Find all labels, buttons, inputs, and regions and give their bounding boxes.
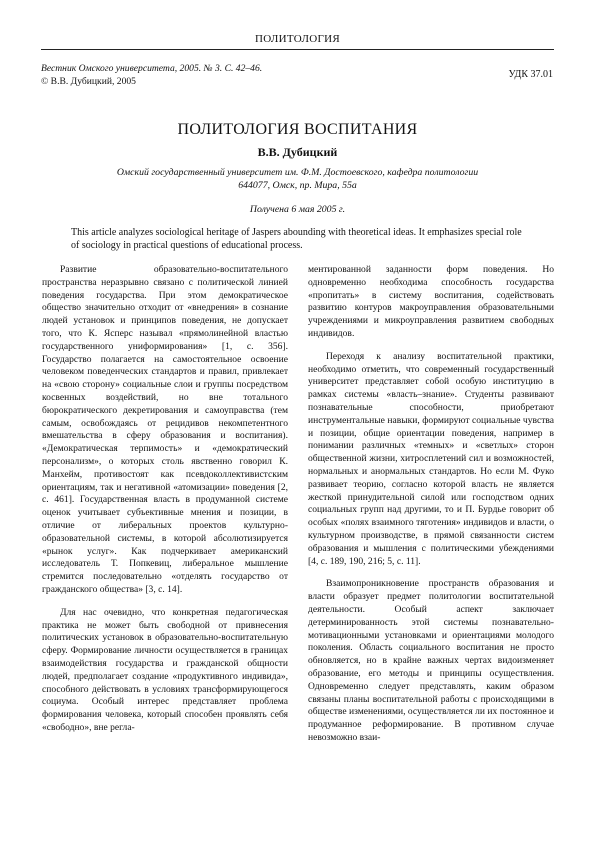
left-column (42, 264, 288, 735)
journal-citation: Вестник Омского университета, 2005. № 3. С. 42–46. (41, 63, 263, 74)
udk-code: УДК 37.01 (508, 69, 553, 80)
affiliation-line: Омский государственный университет им. Ф.М. Достоевского, кафедра политологии (116, 167, 479, 178)
author-name: В.В. Дубицкий (257, 145, 338, 159)
affiliation-address: 644077, Омск, пр. Мира, 55а (238, 180, 357, 191)
paragraph: Развитие образовательно-воспитательного пространства неразрывно связано с политической линией поведения государства. При этом демократическое общество значительно отходит от «внедрения» в сознание людей установок и принципов поведения, не допускает того, что К. Ясперс называл «прямолинейной властью государственного униформирования» [1, с. 356]. Государство полагается на самостоятельное освоение человеком поведенческих стандартов и правил, привлекает на «свою сторону» социальные слои и группы посредством косвенных воздействий, но вне тотального бюрократического декретирования и самоуправства (тем самым, освобождаясь от рецидивов некомпетентного вмешательства в сферу образования и воспитания). «Демократическая терпимость» и «демократический персонализм», о которых столь явственно говорил К. Манхейм, противостоят как псевдоколлективистским ориентациям, так и негативной «атомизации» поведения [2, с. 461]. Государственная власть в продуманной системе оценок учитывает субъективные мнения и позиции, в отличие от либеральных проектов культурно-образовательной системы, в которой абсолютизируется «рынок услуг». Как подчеркивает американский исследователь Т. Попкевиц, либеральное мышление стремится последовательно «отделять государство от гражданского общества» [3, с. 14]. (42, 264, 288, 595)
received-date: Получена 6 мая 2005 г. (249, 204, 346, 215)
header-rule (41, 49, 554, 50)
paragraph: ментированной заданности форм поведения. Но одновременно необходима способность государства «пропитать» в систему воспитания, содействовать развитию контуров макроуправления образовательными учреждениями и микроуправления развитием свободных индивидов. (308, 264, 554, 339)
paragraph: Переходя к анализу воспитательной практики, необходимо отметить, что современный государственный университет представляет собой особую институцию в рамках системы «власть–знание». Студенты развивают познавательные способности, приобретают инструментальные навыки, формируют социальные чувства и позиции, общие ориентации поведения, например в понимании различных «темных» и «светлых» сторон общественной жизни, хитросплетений сил и возможностей, нормальных и анормальных стандартов. Но если М. Фуко развивает теорию, согласно которой власть не является жесткой принудительной силой или господством одних социальных групп над другими, то и П. Бурдье говорит об особых «полях взаимного тяготения» индивидов и власти, о культурном производстве, в прямой связанности систем образования и мышления с политическими убеждениями [4, с. 189, 190, 216; 5, с. 11]. (308, 350, 554, 567)
affiliation (41, 166, 554, 192)
journal-info (41, 62, 262, 88)
copyright: © В.В. Дубицкий, 2005 (41, 76, 136, 87)
paragraph: Для нас очевидно, что конкретная педагогическая практика не может быть свободной от привнесения политических установок в образовательно-воспитательную сферу. Формирование личности осуществляется в границах взаимодействия государства и гражданской общности людей, предполагает создание «продуктивного индивида», способного действовать в условиях трансформирующегося социума. Особый интерес представляет проблема формирования человека, который способен проявлять себя «свободно», вне регла- (42, 606, 288, 733)
abstract: This article analyzes sociological heritage of Jaspers abounding with theoretical ideas. It emphasizes special role of sociology in practical questions of educational process. (71, 227, 522, 251)
paper-title: ПОЛИТОЛОГИЯ ВОСПИТАНИЯ (177, 121, 418, 138)
paragraph: Взаимопроникновение пространств образования и власти образует предмет политологии воспитательной деятельности. Особый аспект заключает детерминированность этой системы познавательно-мотивационными установками и ориентациями молодого поколения. Область социального воспитания не просто обновляется, но в крайне важных чертах видоизменяет образование, его методы и принципы осуществления. Одновременно следует представлять, каким образом связаны планы воспитательной работы с происходящими в обществе изменениями, осуществляется ли их постоянное и продуманное реформирование. В противном случае невозможно взаи- (308, 578, 554, 743)
right-column (308, 264, 554, 745)
running-head: ПОЛИТОЛОГИЯ (254, 33, 341, 45)
